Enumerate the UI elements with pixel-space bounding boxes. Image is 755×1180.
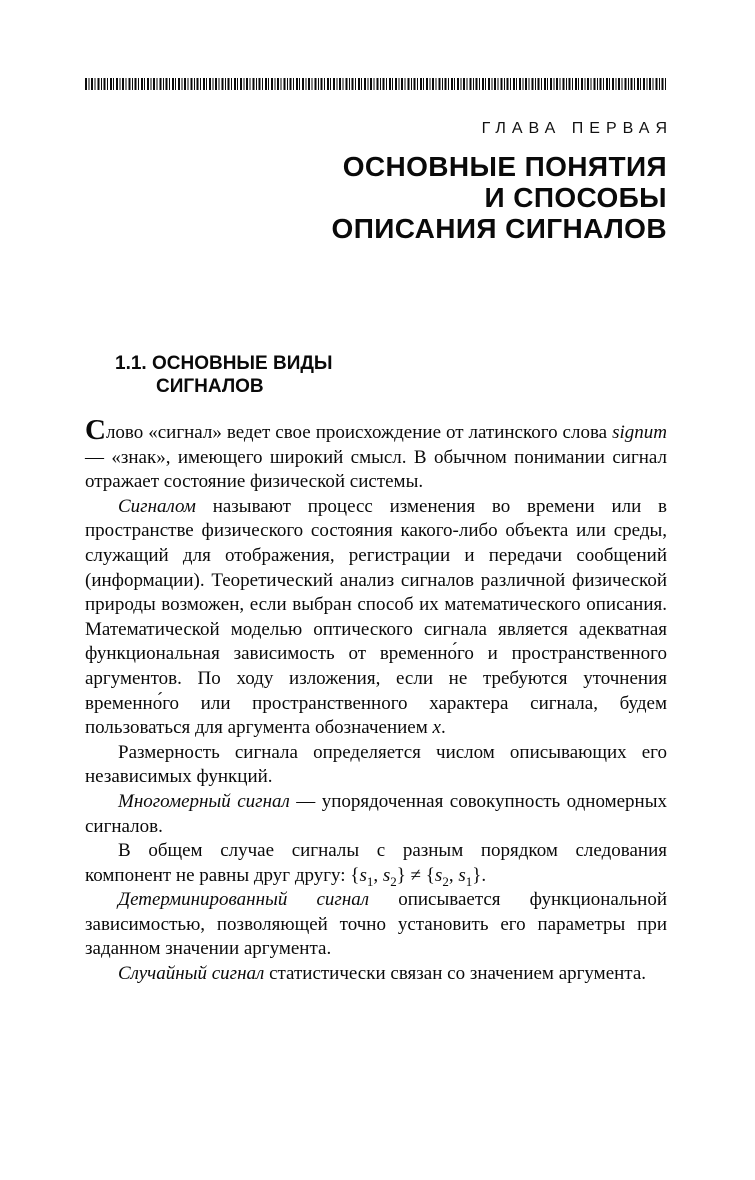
- text-segment: ,: [448, 864, 459, 886]
- subscript-text: 1: [366, 873, 374, 889]
- subscript-text: 1: [465, 873, 473, 889]
- text-segment: }.: [472, 864, 487, 886]
- text-segment: называют процесс изменения во времени или в пространстве физического состояния какого-либо объекта или среды, служащий для отображения, регистрации и передачи сообщений (информации). Теоретический анализ сигналов различной физической природы возможен, если выбран способ их математического описания. Математической моделью оптического сигнала является адекватная функциональная зависимость от временно́го и пространственного аргументов. По ходу изложения, если не требуются уточнения временно́го или пространственного характера сигнала, будем пользоваться для аргумента обозначением: [85, 495, 667, 739]
- text-segment: } ≠ {: [396, 864, 435, 886]
- chapter-title-line-1: ОСНОВНЫЕ ПОНЯТИЯ: [342, 151, 667, 182]
- text-segment: В общем случае сигналы с разным порядком следования компонент не равны друг другу: {: [85, 840, 667, 886]
- chapter-title: [85, 151, 667, 244]
- text-segment: лово «сигнал» ведет свое происхождение от латинского слова: [105, 422, 613, 443]
- subscript-text: 2: [390, 873, 397, 889]
- page-content: [85, 0, 673, 987]
- paragraph: [85, 962, 667, 987]
- text-segment: Размерность сигнала определяется числом описывающих его независимых функций.: [85, 741, 667, 788]
- decorative-rule: [85, 78, 667, 90]
- text-segment: — «знак», имеющего широкий смысл. В обычном понимании сигнал отражает состояние физической системы.: [85, 446, 667, 493]
- paragraph: [85, 416, 667, 495]
- chapter-title-line-2: И СПОСОБЫ: [484, 182, 667, 213]
- subscript-text: 2: [442, 873, 449, 889]
- italic-text: x: [432, 717, 441, 739]
- chapter-title-line-3: ОПИСАНИЯ СИГНАЛОВ: [331, 213, 667, 244]
- paragraph: [85, 741, 667, 790]
- paragraph: [85, 839, 667, 888]
- text-segment: ,: [373, 864, 383, 886]
- italic-text: s: [359, 864, 367, 886]
- italic-text: Детерминированный сигнал: [118, 889, 370, 911]
- chapter-label: ГЛАВА ПЕРВАЯ: [481, 120, 673, 137]
- paragraph: [85, 888, 667, 962]
- section-number: 1.1.: [115, 353, 147, 374]
- section-heading-line-1: [115, 352, 667, 375]
- text-segment: .: [440, 717, 446, 739]
- section-heading: [115, 352, 667, 398]
- text-segment: описывается функциональной зависимостью, позволяющей точно установить его параметры при заданном значении аргумента.: [85, 889, 667, 960]
- italic-text: s: [382, 864, 391, 886]
- paragraph: [85, 790, 667, 839]
- italic-text: s: [434, 864, 443, 886]
- text-segment: — упорядоченная совокупность одномерных сигналов.: [85, 790, 667, 837]
- body-text: [85, 416, 667, 987]
- italic-text: signum: [612, 422, 667, 443]
- section-heading-text: ОСНОВНЫЕ ВИДЫ: [151, 353, 333, 374]
- paragraph: [85, 495, 667, 741]
- dropcap-letter: С: [85, 414, 106, 446]
- italic-text: s: [458, 864, 466, 886]
- text-segment: статистически связан со значением аргумента.: [264, 963, 647, 985]
- section-heading-line-2: СИГНАЛОВ: [156, 376, 264, 397]
- italic-text: Многомерный сигнал: [118, 790, 290, 812]
- italic-text: Случайный сигнал: [118, 963, 265, 985]
- italic-text: Сигналом: [118, 495, 196, 517]
